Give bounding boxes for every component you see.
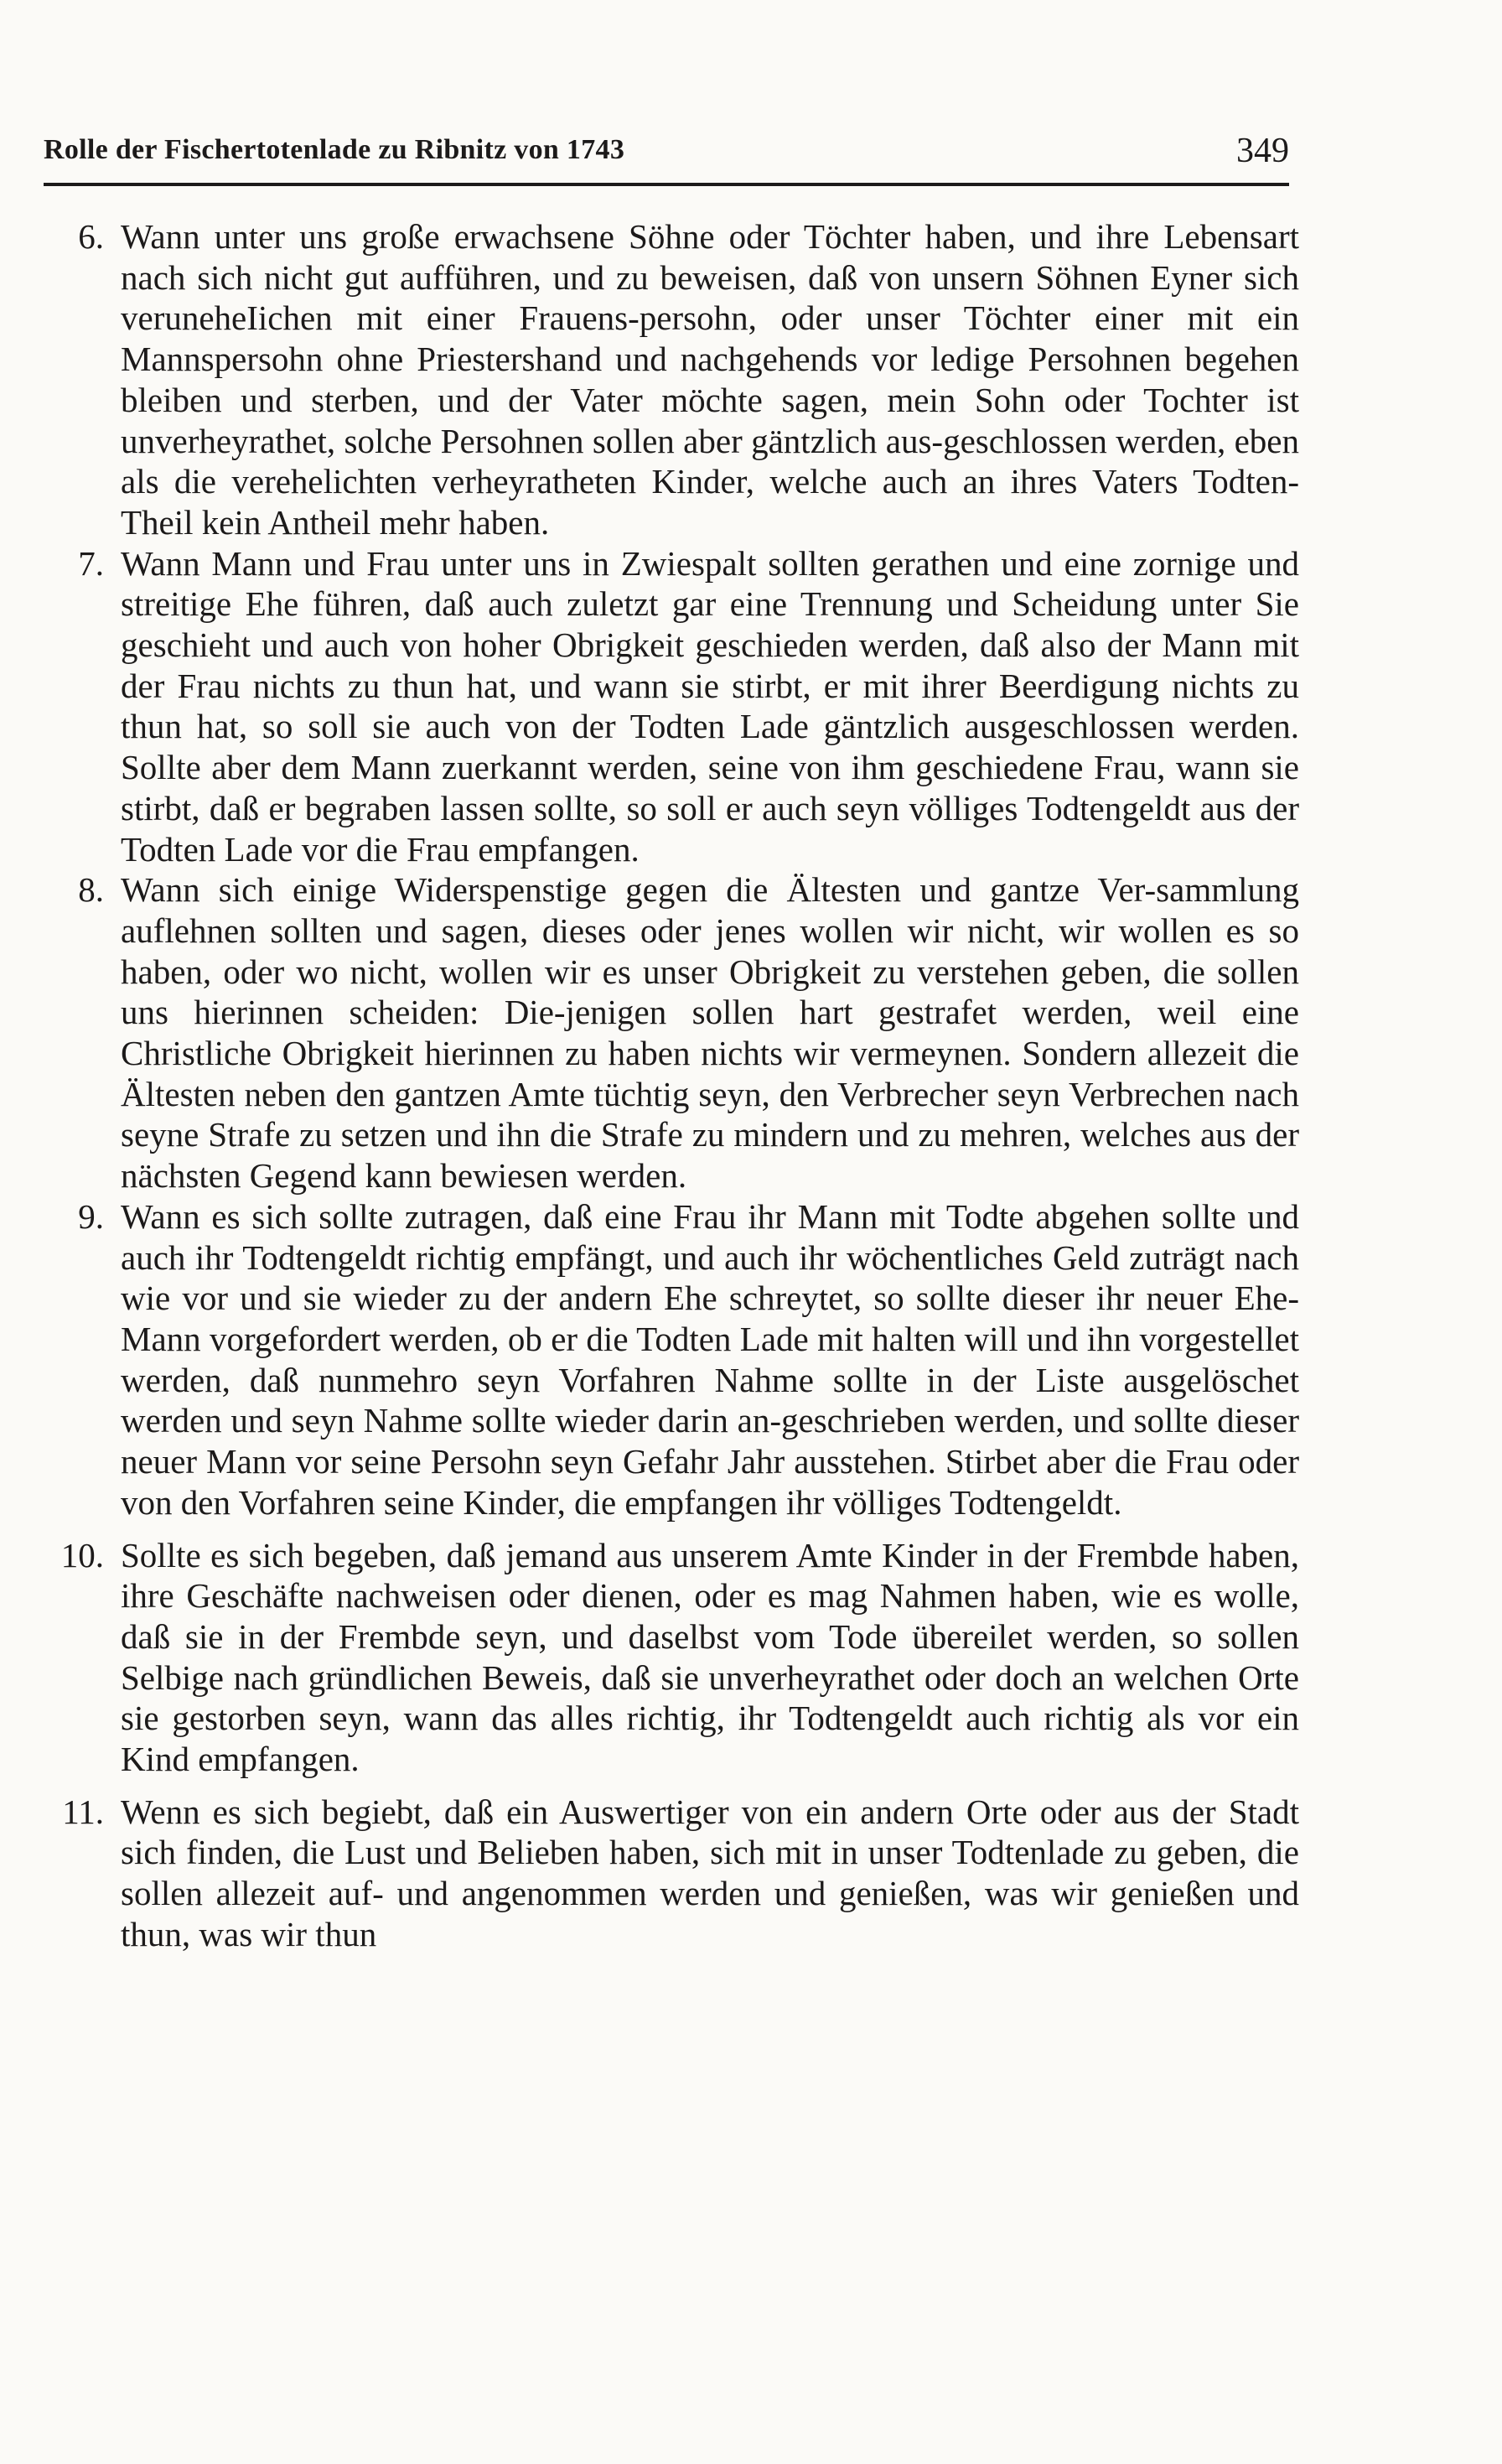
- paragraph-text: Wann es sich sollte zutragen, daß eine Frau ihr Mann mit Todte abgehen sollte und auch ihr Todtengeldt richtig empfängt, und auch ihr wöchentliches Geld zuträgt nach wie vor und sie wieder zu der andern Ehe schreytet, so sollte dieser ihr neuer Ehe-Mann vorgefordert werden, ob er die Todten Lade mit halten will und ihn vorgestellet werden, daß nunmehro seyn Vorfahren Nahme sollte in der Liste ausgelöschet werden und seyn Nahme sollte wieder darin an-geschrieben werden, und sollte dieser neuer Mann vor seine Persohn seyn Gefahr Jahr ausstehen. Stirbet aber die Frau oder von den Vorfahren seine Kinder, die empfangen ihr völliges Todtengeldt.: [121, 1196, 1299, 1522]
- paragraph-text: Wann sich einige Widerspenstige gegen die Ältesten und gantze Ver-sammlung auflehnen sollten und sagen, dieses oder jenes wollen wir nicht, wir wollen es so haben, oder wo nicht, wollen wir es unser Obrigkeit zu verstehen geben, die sollen uns hierinnen scheiden: Die-jenigen sollen hart gestrafet werden, weil eine Christliche Obrigkeit hierinnen zu haben nichts wir vermeynen. Sondern allezeit die Ältesten neben den gantzen Amte tüchtig seyn, den Verbrecher seyn Verbrechen nach seyne Strafe zu setzen und ihn die Strafe zu mindern und zu mehren, welches aus der nächsten Gegend kann bewiesen werden.: [121, 870, 1299, 1196]
- running-head: [44, 131, 1289, 181]
- paragraph-text: Wann Mann und Frau unter uns in Zwiespalt sollten gerathen und eine zornige und streitige Ehe führen, daß auch zuletzt gar eine Trennung und Scheidung unter Sie geschieht und auch von hoher Obrigkeit geschieden werden, daß also der Mann mit der Frau nichts zu thun hat, und wann sie stirbt, er mit ihrer Beerdigung nichts zu thun hat, so soll sie auch von der Todten Lade gäntzlich ausgeschlossen werden. Sollte aber dem Mann zuerkannt werden, seine von ihm geschiedene Frau, wann sie stirbt, daß er begraben lassen sollte, so soll er auch seyn völliges Todtengeldt aus der Todten Lade vor die Frau empfangen.: [121, 543, 1299, 869]
- running-title: Rolle der Fischertotenlade zu Ribnitz von 1743: [44, 134, 625, 165]
- paragraph-text: Sollte es sich begeben, daß jemand aus unserem Amte Kinder in der Frembde haben, ihre Geschäfte nachweisen oder dienen, oder es mag Nahmen haben, wie es wolle, daß sie in der Frembde seyn, und daselbst vom Tode übereilet werden, so sollen Selbige nach gründlichen Beweis, daß sie unverheyrathet oder doch an welchen Orte sie gestorben seyn, wann das alles richtig, ihr Todtengeldt auch richtig als vor ein Kind empfangen.: [121, 1535, 1299, 1779]
- paragraph-6: [44, 216, 1299, 543]
- paragraph-9: [44, 1196, 1299, 1523]
- body-text: [44, 216, 1299, 1955]
- paragraph-10: [44, 1535, 1299, 1780]
- paragraph-7: [44, 543, 1299, 870]
- paragraph-number: 10.: [60, 1535, 104, 1574]
- paragraph-text: Wann unter uns große erwachsene Söhne oder Töchter haben, und ihre Lebensart nach sich nicht gut aufführen, und zu beweisen, daß von unsern Söhnen Eyner sich veruneheIichen mit einer Frauens-persohn, oder unser Töchter einer mit ein Mannspersohn ohne Priestershand und nachgehends vor ledige Persohnen begehen bleiben und sterben, und der Vater möchte sagen, mein Sohn oder Tochter ist unverheyrathet, solche Persohnen sollen aber gäntzlich aus-geschlossen werden, eben als die verehelichten verheyratheten Kinder, welche auch an ihres Vaters Todten-Theil kein Antheil mehr haben.: [121, 217, 1299, 542]
- header-rule: [44, 183, 1289, 186]
- paragraph-number: 9.: [78, 1196, 104, 1236]
- paragraph-8: [44, 869, 1299, 1196]
- paragraph-text: Wenn es sich begiebt, daß ein Auswertiger von ein andern Orte oder aus der Stadt sich finden, die Lust und Belieben haben, sich mit in unser Todtenlade zu geben, die sollen allezeit auf- und angenommen werden und genießen, was wir genießen und thun, was wir thun: [121, 1792, 1299, 1953]
- paragraph-number: 6.: [78, 217, 104, 256]
- paragraph-number: 8.: [78, 870, 104, 910]
- paragraph-11: [44, 1792, 1299, 1955]
- paragraph-number: 11.: [62, 1792, 104, 1831]
- paragraph-number: 7.: [78, 543, 104, 583]
- page-number: 349: [1236, 132, 1289, 170]
